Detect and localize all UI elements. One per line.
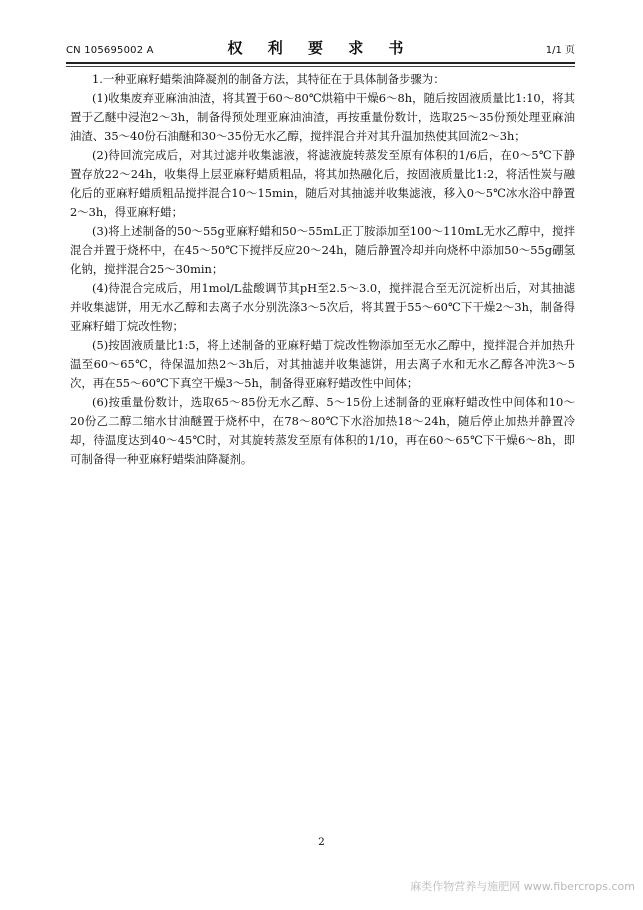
claim-step-3: (3)将上述制备的50～55g亚麻籽蜡和50～55mL正丁胺添加至100～110mL无水乙醇中，搅拌混合并置于烧杯中，在45～50℃下搅拌反应20～24h，随后静置冷却并向烧杯中添加50～55g硼氢化钠，搅拌混合25～30min； xyxy=(70,224,575,276)
publication-number: CN 105695002 A xyxy=(66,45,154,56)
claim-step-1: (1)收集废弃亚麻油油渣，将其置于60～80℃烘箱中干燥6～8h，随后按固液质量比1:10，将其置于乙醚中浸泡2～3h，制备得预处理亚麻油油渣，再按重量份数计，选取25～35份预处理亚麻油油渣、35～40份石油醚和30～35份无水乙醇，搅拌混合并对其升温加热使其回流2～3h； xyxy=(70,91,575,143)
claim-step-6: (6)按重量份数计，选取65～85份无水乙醇、5～15份上述制备的亚麻籽蜡改性中间体和10～20份乙二醇二缩水甘油醚置于烧杯中，在78～80℃下水浴加热18～24h，随后停止加热并静置冷却，待温度达到40～45℃时，对其旋转蒸发至原有体积的1/10，再在60～65℃下干燥6～8h，即可制备得一种亚麻籽蜡柴油降凝剂。 xyxy=(70,395,575,466)
claim-intro: 1.一种亚麻籽蜡柴油降凝剂的制备方法，其特征在于具体制备步骤为： xyxy=(92,72,445,86)
page-number: 2 xyxy=(318,836,325,848)
claim-step-4: (4)待混合完成后，用1mol/L盐酸调节其pH至2.5～3.0，搅拌混合至无沉淀析出后，对其抽滤并收集滤饼，用无水乙醇和去离子水分别洗涤3～5次后，将其置于55～60℃下干燥2～3h，制备得亚麻籽蜡丁烷改性物； xyxy=(70,281,575,333)
page-count: 1/1 页 xyxy=(545,45,575,56)
claim-step-2: (2)待回流完成后，对其过滤并收集滤液，将滤液旋转蒸发至原有体积的1/6后，在0～5℃下静置存放22～24h，收集得上层亚麻籽蜡质粗品，将其加热融化后，按固液质量比1:2，将活性炭与融化后的亚麻籽蜡质粗品搅拌混合10～15min，随后对其抽滤并收集滤液，移入0～5℃冰水浴中静置2～3h，得亚麻籽蜡； xyxy=(70,148,575,219)
site-watermark: 麻类作物营养与施肥网 www.fibercrops.com xyxy=(410,880,635,893)
document-header xyxy=(66,36,575,62)
claims-body xyxy=(70,70,575,469)
header-rule-thin xyxy=(66,66,575,67)
header-rule-thick xyxy=(66,62,575,64)
document-title: 权 利 要 求 书 xyxy=(227,39,414,57)
claim-step-5: (5)按固液质量比1:5，将上述制备的亚麻籽蜡丁烷改性物添加至无水乙醇中，搅拌混合并加热升温至60～65℃，待保温加热2～3h后，对其抽滤并收集滤饼，用去离子水和无水乙醇各冲洗3～5次，再在55～60℃下真空干燥3～5h，制备得亚麻籽蜡改性中间体； xyxy=(70,338,575,390)
